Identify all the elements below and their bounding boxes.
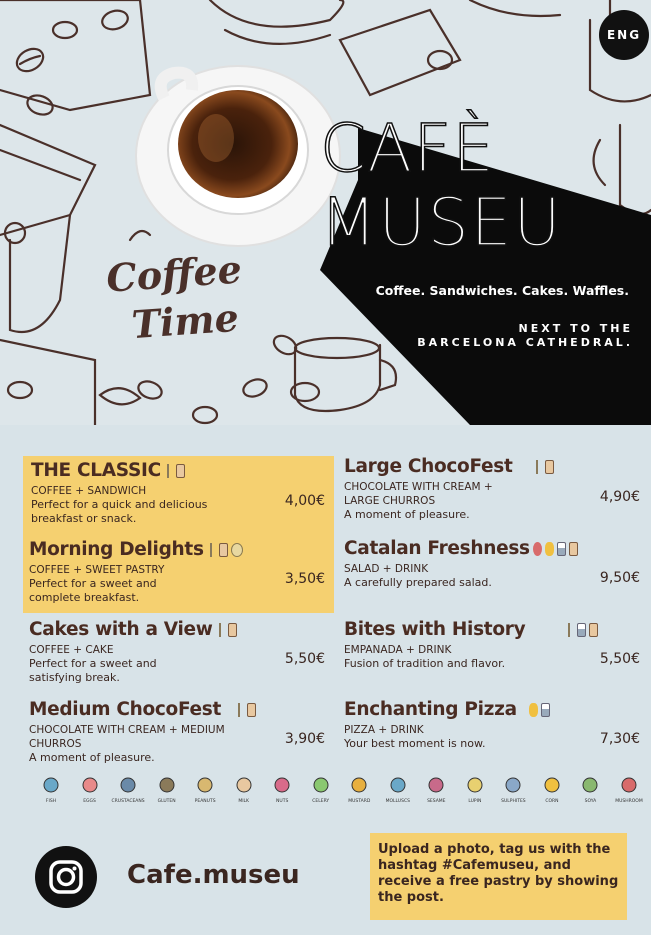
item-name: Cakes with a View [29,619,213,640]
fish-icon [42,775,60,795]
menu-section [0,425,651,785]
item-combo: COFFEE + SWEET PASTRY [29,564,165,576]
item-description: A moment of pleasure. [344,508,470,521]
menu-item-enchanting-pizza[interactable] [344,699,640,751]
peanut-icon [231,543,243,557]
item-combo: CHOCOLATE WITH CREAM + MEDIUM CHURROS [29,724,225,750]
allergen-legend [34,775,646,815]
hero-banner [0,0,651,425]
item-price: 9,50€ [599,570,640,586]
item-name: Catalan Freshness [344,538,530,559]
allergen-icons [207,543,243,557]
item-combo: CHOCOLATE WITH CREAM + LARGE CHURROS [344,481,493,507]
item-name: Morning Delights [29,539,204,560]
gluten-icon [235,703,244,717]
legend-item [111,775,145,815]
legend-item [304,775,338,815]
milk-icon [569,542,578,556]
gluten-icon [207,543,216,557]
corn-icon [529,703,538,717]
legend-item [535,775,569,815]
mollusc-icon [389,775,407,795]
item-price: 5,50€ [599,651,640,667]
gluten-icon [565,623,574,637]
item-description: Perfect for a sweet and complete breakfast. [29,577,157,604]
sulphite-icon [504,775,522,795]
legend-item [342,775,376,815]
tagline: Coffee. Sandwiches. Cakes. Waffles. [375,283,629,298]
legend-item [188,775,222,815]
instagram-icon[interactable] [35,846,97,908]
language-button[interactable]: ENG [599,10,649,60]
menu-item-morning-delights[interactable] [29,539,325,605]
allergen-icons [533,460,554,474]
milk-icon [545,460,554,474]
egg-icon [81,775,99,795]
allergen-icons [164,464,185,478]
item-combo: SALAD + DRINK [344,563,429,575]
item-name: THE CLASSIC [31,460,161,481]
legend-label: CORN [545,799,559,804]
item-combo: COFFEE + CAKE [29,644,114,656]
item-combo: EMPANADA + DRINK [344,644,452,656]
item-name: Medium ChocoFest [29,699,222,720]
item-combo: COFFEE + SANDWICH [31,485,147,497]
legend-label: LUPIN [468,799,482,804]
gluten-icon [533,460,542,474]
legend-label: MUSTARD [348,799,371,804]
sulphite-icon [557,542,566,556]
legend-item [458,775,492,815]
legend-item [265,775,299,815]
legend-label: EGGS [83,799,96,804]
legend-label: CRUSTACEANS [111,799,145,804]
item-combo: PIZZA + DRINK [344,724,424,736]
nut-icon [273,775,291,795]
milk-icon [247,703,256,717]
milk-icon [228,623,237,637]
item-description: A moment of pleasure. [29,751,155,764]
corn-icon [543,775,561,795]
mollusc-icon [533,542,542,556]
item-description: Your best moment is now. [344,737,486,750]
item-description: Perfect for a sweet and satisfying break. [29,657,157,684]
location-line2: BARCELONA CATHEDRAL. [417,336,633,349]
item-description: A carefully prepared salad. [344,576,492,589]
legend-label: SESAME [427,799,446,804]
promo-box: Upload a photo, tag us with the hashtag #Cafemuseu, and receive a free pastry by showing the post. [370,833,627,920]
legend-item [73,775,107,815]
location [417,322,633,350]
mushroom-icon [620,775,638,795]
menu-item-catalan-freshness[interactable] [344,538,640,590]
legend-label: FISH [45,799,57,804]
coffee-time-line1: Coffee [104,246,244,301]
milk-icon [589,623,598,637]
instagram-handle[interactable]: Cafe.museu [127,860,300,890]
legend-item [227,775,261,815]
legend-item [34,775,68,815]
menu-item-the-classic[interactable] [31,460,325,526]
allergen-icons [533,542,578,556]
celery-icon [312,775,330,795]
gluten-icon [216,623,225,637]
legend-item [496,775,530,815]
corn-icon [545,542,554,556]
title-line1: CAFÈ [320,110,495,187]
allergen-icons [565,623,598,637]
milk-icon [235,775,253,795]
legend-label: MILK [238,799,249,804]
sesame-icon [427,775,445,795]
item-price: 3,90€ [284,731,325,747]
menu-item-large-chocofest[interactable] [344,456,640,522]
legend-label: PEANUTS [194,799,216,804]
item-name: Bites with History [344,619,526,640]
menu-item-medium-chocofest[interactable] [29,699,325,765]
legend-item [381,775,415,815]
item-price: 5,50€ [284,651,325,667]
legend-item [150,775,184,815]
legend-label: GLUTEN [157,799,176,804]
allergen-icons [216,623,237,637]
mustard-icon [350,775,368,795]
legend-label: SOYA [584,799,597,804]
legend-item [612,775,646,815]
legend-label: CELERY [312,799,330,804]
gluten-icon [158,775,176,795]
coffee-cup-illustration [134,58,344,248]
location-line1: NEXT TO THE [518,322,633,335]
peanut-icon [196,775,214,795]
legend-label: MOLLUSCS [385,799,410,804]
item-description: Fusion of tradition and flavor. [344,657,506,670]
title-line2: MUSEU [320,184,563,261]
sulphite-icon [541,703,550,717]
legend-item [573,775,607,815]
legend-item [419,775,453,815]
milk-icon [176,464,185,478]
item-name: Large ChocoFest [344,456,513,477]
soya-icon [581,775,599,795]
allergen-icons [235,703,256,717]
item-description: Perfect for a quick and delicious breakfast or snack. [31,498,208,525]
crustacean-icon [119,775,137,795]
sulphite-icon [577,623,586,637]
item-price: 3,50€ [284,571,325,587]
lupin-icon [466,775,484,795]
item-price: 4,00€ [284,493,325,509]
coffee-time-line2: Time [130,294,241,348]
item-name: Enchanting Pizza [344,699,517,720]
item-price: 7,30€ [599,731,640,747]
item-price: 4,90€ [599,489,640,505]
menu-item-cakes-with-a-view[interactable] [29,619,325,685]
legend-label: NUTS [276,799,289,804]
milk-icon [219,543,228,557]
gluten-icon [164,464,173,478]
menu-item-bites-with-history[interactable] [344,619,640,671]
allergen-icons [529,703,550,717]
cafe-title [320,112,562,260]
legend-label: SULPHITES [501,799,526,804]
legend-label: MUSHROOM [615,799,643,804]
